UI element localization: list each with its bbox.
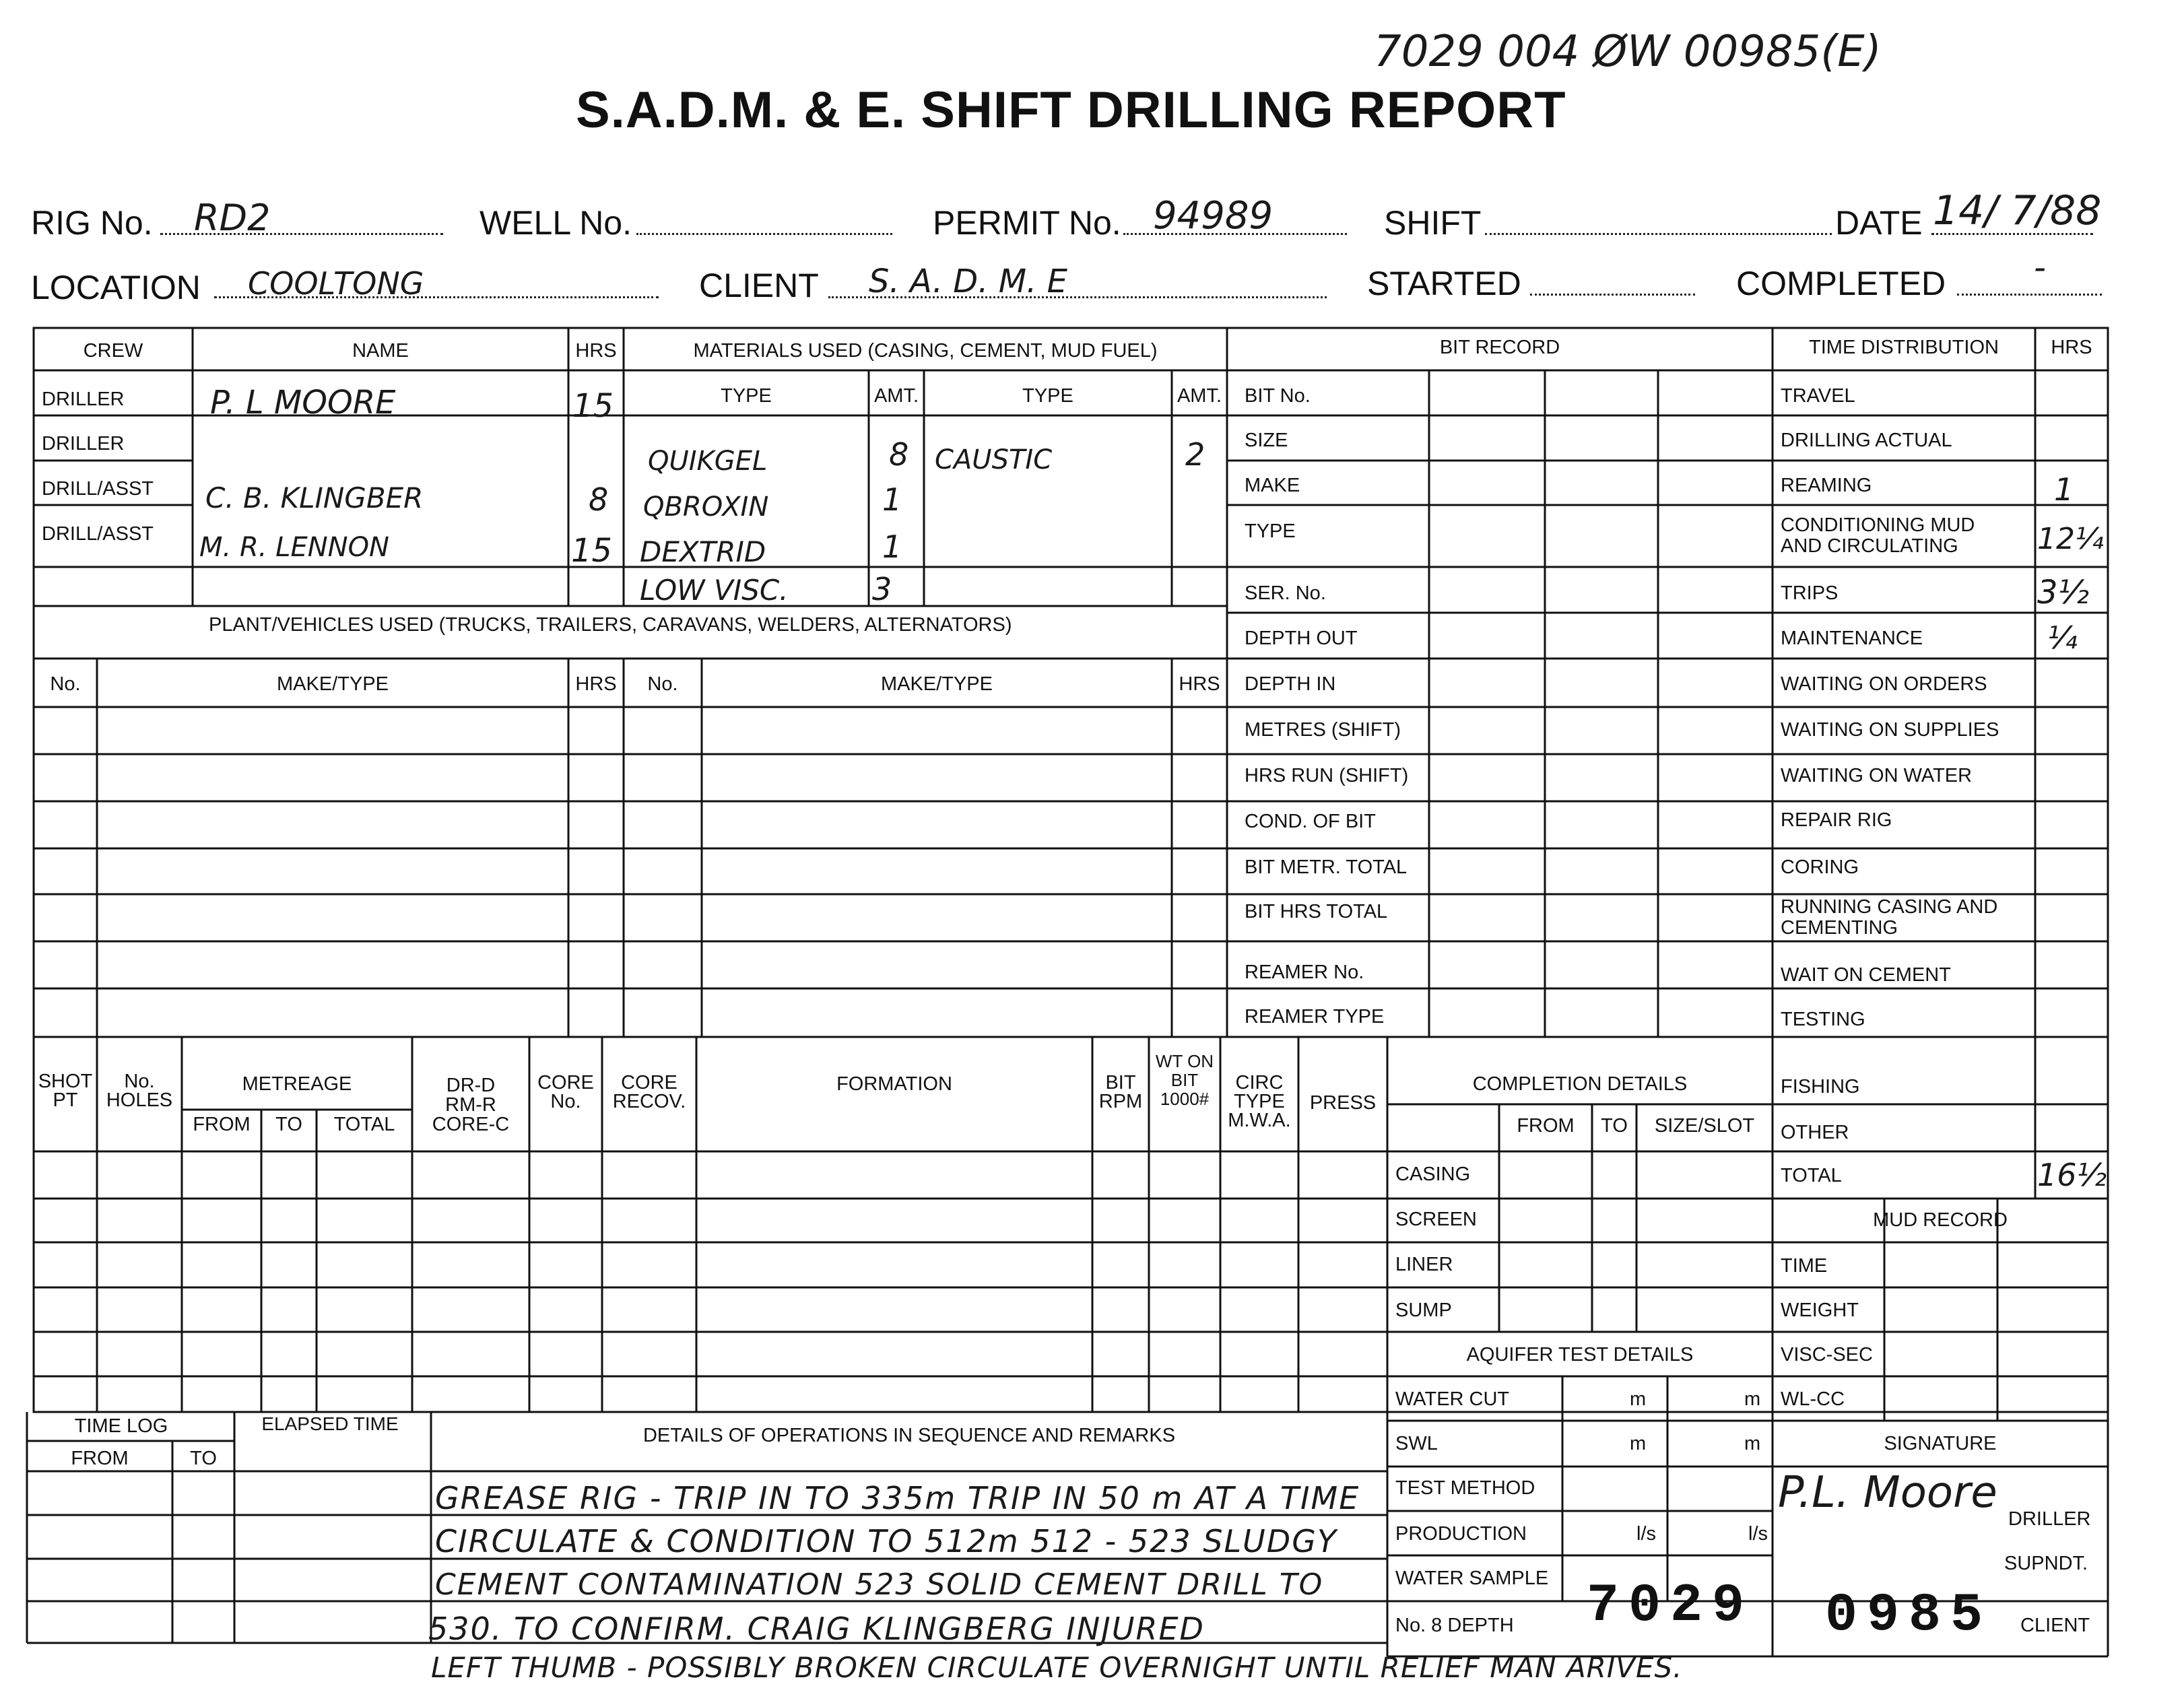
water-cut-label: WATER CUT [1395,1388,1510,1410]
crew-hrs: 15 [572,387,614,425]
shift-label: SHIFT [1384,204,1482,242]
metreage-header: METREAGE [242,1073,352,1095]
time-dist-hrs: 12¼ [2037,522,2104,556]
client-value: S. A. D. M. E [869,263,1067,300]
rig-value: RD2 [194,197,271,239]
mud-record-heading: MUD RECORD [1873,1209,2008,1231]
location-value: COOLTONG [248,265,424,302]
plant-heading: PLANT/VEHICLES USED (TRUCKS, TRAILERS, CARAVANS, WELDERS, ALTERNATORS) [209,614,1012,636]
press-header: PRESS [1309,1092,1377,1114]
time-dist-hrs: 3½ [2037,574,2090,611]
unit-m: m [1744,1433,1761,1454]
time-dist-label: MAINTENANCE [1781,628,1923,649]
bit-record-heading: BIT RECORD [1439,337,1560,358]
crew-role: DRILL/ASST [42,478,154,500]
plant-make-header: MAKE/TYPE [277,673,389,695]
permit-value: 94989 [1153,194,1273,238]
well-label: WELL No. [479,204,632,242]
rig-label: RIG No. [31,204,153,242]
bit-rpm-header: BIT RPM [1098,1072,1143,1112]
time-dist-label: REPAIR RIG [1781,809,1892,831]
bit-row-label: BIT METR. TOTAL [1245,856,1408,878]
material-amt: 1 [882,481,902,518]
operations-line: GREASE RIG - TRIP IN TO 335m TRIP IN 50 m AT A TIME [435,1480,1360,1516]
material-amt: 2 [1185,436,1205,473]
elapsed-time-header: ELAPSED TIME [261,1413,399,1434]
material-type: QBROXIN [643,492,769,523]
report-title: S.A.D.M. & E. SHIFT DRILLING REPORT [576,81,1566,139]
material-amt: 3 [872,571,892,607]
material-type: DEXTRID [640,535,766,568]
driller-label: DRILLER [2008,1508,2091,1530]
time-dist-hrs: ¼ [2047,619,2078,656]
materials-type-header: TYPE [721,385,772,407]
client-sign-label: CLIENT [2020,1615,2090,1636]
details-heading: DETAILS OF OPERATIONS IN SEQUENCE AND REMARKS [642,1425,1176,1446]
date-label: DATE [1835,204,1923,242]
test-method-label: TEST METHOD [1395,1477,1535,1499]
operations-line: CIRCULATE & CONDITION TO 512m 512 - 523 SLUDGY [435,1523,1337,1559]
time-dist-label: CONDITIONING MUD AND CIRCULATING [1781,514,1975,557]
material-type: CAUSTIC [935,444,1053,475]
completion-to-header: TO [1601,1115,1628,1137]
date-value: 14/ 7/88 [1933,187,2102,234]
permit-label: PERMIT No. [933,204,1121,242]
swl-label: SWL [1395,1433,1438,1454]
crew-role: DRILLER [42,389,125,410]
core-no-header: CORE No. [537,1072,594,1112]
operations-line: 530. TO CONFIRM. CRAIG KLINGBERG INJURED [428,1611,1205,1647]
completion-heading: COMPLETION DETAILS [1472,1073,1688,1095]
time-dist-label: WAIT ON CEMENT [1781,964,1951,986]
operations-line: LEFT THUMB - POSSIBLY BROKEN CIRCULATE OVERNIGHT UNTIL RELIEF MAN ARIVES. [431,1651,1683,1684]
crew-name: P. L MOORE [210,384,396,422]
time-dist-label: REAMING [1781,475,1872,496]
started-label: STARTED [1367,265,1521,302]
bit-row-label: TYPE [1245,520,1296,542]
bit-row-label: BIT No. [1245,385,1311,407]
time-dist-label: OTHER [1781,1122,1849,1143]
mud-row-label: WEIGHT [1781,1300,1859,1321]
no8-depth-label: No. 8 DEPTH [1395,1615,1514,1636]
bit-row-label: DEPTH IN [1245,673,1336,695]
completed-value: - [2034,248,2047,287]
time-dist-label: RUNNING CASING AND CEMENTING [1781,896,1998,939]
crew-hrs: 8 [589,481,609,518]
client-label: CLIENT [699,267,819,304]
time-log-from-header: FROM [71,1448,129,1469]
bit-row-label: SER. No. [1245,582,1326,604]
time-distribution-heading: TIME DISTRIBUTION [1809,337,1999,358]
bit-row-label: BIT HRS TOTAL [1245,901,1388,922]
plant-make-header: MAKE/TYPE [881,673,993,695]
bit-row-label: METRES (SHIFT) [1245,719,1401,741]
plant-hrs-header: HRS [1179,673,1220,695]
crew-name: C. B. KLINGBER [205,481,424,514]
file-reference-annotation: 7029 004 ØW 00985(E) [1374,27,1882,77]
bit-row-label: MAKE [1245,475,1300,496]
time-dist-label: CORING [1781,856,1859,878]
material-type: QUIKGEL [648,446,768,477]
bit-row-label: HRS RUN (SHIFT) [1245,765,1409,786]
material-type: LOW VISC. [640,574,789,607]
completion-from-header: FROM [1517,1115,1575,1137]
operations-line: CEMENT CONTAMINATION 523 SOLID CEMENT DRILL TO [435,1568,1324,1602]
materials-amt-header: AMT. [873,385,919,407]
formation-header: FORMATION [836,1073,952,1095]
time-dist-label: WAITING ON WATER [1781,765,1973,786]
time-distribution-hrs-header: HRS [2051,337,2092,358]
material-amt: 8 [889,436,909,473]
crew-name: M. R. LENNON [199,532,389,563]
time-dist-label: TRAVEL [1781,385,1855,407]
unit-m: m [1630,1433,1647,1454]
time-dist-label: WAITING ON SUPPLIES [1781,719,1999,741]
client-stamp-number: 0985 [1825,1585,1993,1646]
time-log-heading: TIME LOG [74,1415,168,1437]
circ-type-header: CIRC TYPE M.W.A. [1228,1072,1291,1131]
bit-row-label: REAMER No. [1245,962,1364,983]
hrs-col-header: HRS [575,340,617,362]
material-amt: 1 [882,529,902,565]
completion-row-label: LINER [1395,1254,1453,1275]
plant-hrs-header: HRS [575,673,617,695]
driller-signature: P.L. Moore [1778,1468,1997,1518]
crew-col-header: CREW [83,340,143,362]
drd-header: DR-D RM-R CORE-C [432,1075,510,1135]
completion-size-header: SIZE/SLOT [1654,1115,1755,1137]
aquifer-stamp-number: 7029 [1587,1576,1754,1637]
wt-on-bit-header: WT ON BIT 1000# [1155,1051,1214,1109]
supndt-label: SUPNDT. [2004,1553,2088,1574]
bit-row-label: COND. OF BIT [1245,811,1376,832]
metreage-to-header: TO [275,1114,302,1135]
crew-role: DRILL/ASST [42,523,154,545]
name-col-header: NAME [352,340,409,362]
metreage-from-header: FROM [193,1114,251,1135]
shot-pt-header: SHOT PT [38,1071,93,1111]
unit-ls: l/s [1748,1523,1768,1545]
signature-heading: SIGNATURE [1884,1433,1997,1454]
time-dist-label: WAITING ON ORDERS [1781,673,1987,695]
time-dist-label: TESTING [1781,1009,1865,1030]
mud-row-label: WL-CC [1781,1388,1845,1410]
time-dist-label: FISHING [1781,1076,1860,1098]
time-dist-hrs: 16½ [2037,1157,2107,1193]
completion-row-label: SUMP [1395,1300,1452,1321]
bit-row-label: DEPTH OUT [1245,628,1358,649]
materials-amt-header: AMT. [1177,385,1222,407]
time-dist-label: TOTAL [1781,1165,1842,1186]
plant-no-header: No. [647,673,678,695]
unit-m: m [1744,1388,1761,1410]
bit-row-label: SIZE [1245,430,1288,451]
production-label: PRODUCTION [1395,1523,1527,1545]
metreage-total-header: TOTAL [333,1114,395,1135]
time-dist-hrs: 1 [2054,471,2074,508]
materials-heading: MATERIALS USED (CASING, CEMENT, MUD FUEL) [693,340,1158,362]
time-log-to-header: TO [190,1448,217,1469]
completion-row-label: SCREEN [1395,1209,1477,1230]
mud-row-label: VISC-SEC [1781,1344,1873,1366]
time-dist-label: TRIPS [1781,582,1839,604]
unit-m: m [1630,1388,1647,1410]
no-holes-header: No. HOLES [106,1071,173,1111]
crew-role: DRILLER [42,433,125,454]
bit-row-label: REAMER TYPE [1245,1006,1385,1028]
water-sample-label: WATER SAMPLE [1395,1568,1549,1589]
time-dist-label: DRILLING ACTUAL [1781,430,1952,451]
location-label: LOCATION [31,269,201,306]
mud-row-label: TIME [1781,1255,1828,1277]
materials-type-header: TYPE [1022,385,1073,407]
aquifer-heading: AQUIFER TEST DETAILS [1466,1344,1694,1366]
completion-row-label: CASING [1395,1164,1471,1185]
crew-hrs: 15 [571,532,613,570]
core-recov-header: CORE RECOV. [612,1072,686,1112]
unit-ls: l/s [1636,1523,1656,1545]
completed-label: COMPLETED [1736,265,1946,302]
plant-no-header: No. [50,673,81,695]
